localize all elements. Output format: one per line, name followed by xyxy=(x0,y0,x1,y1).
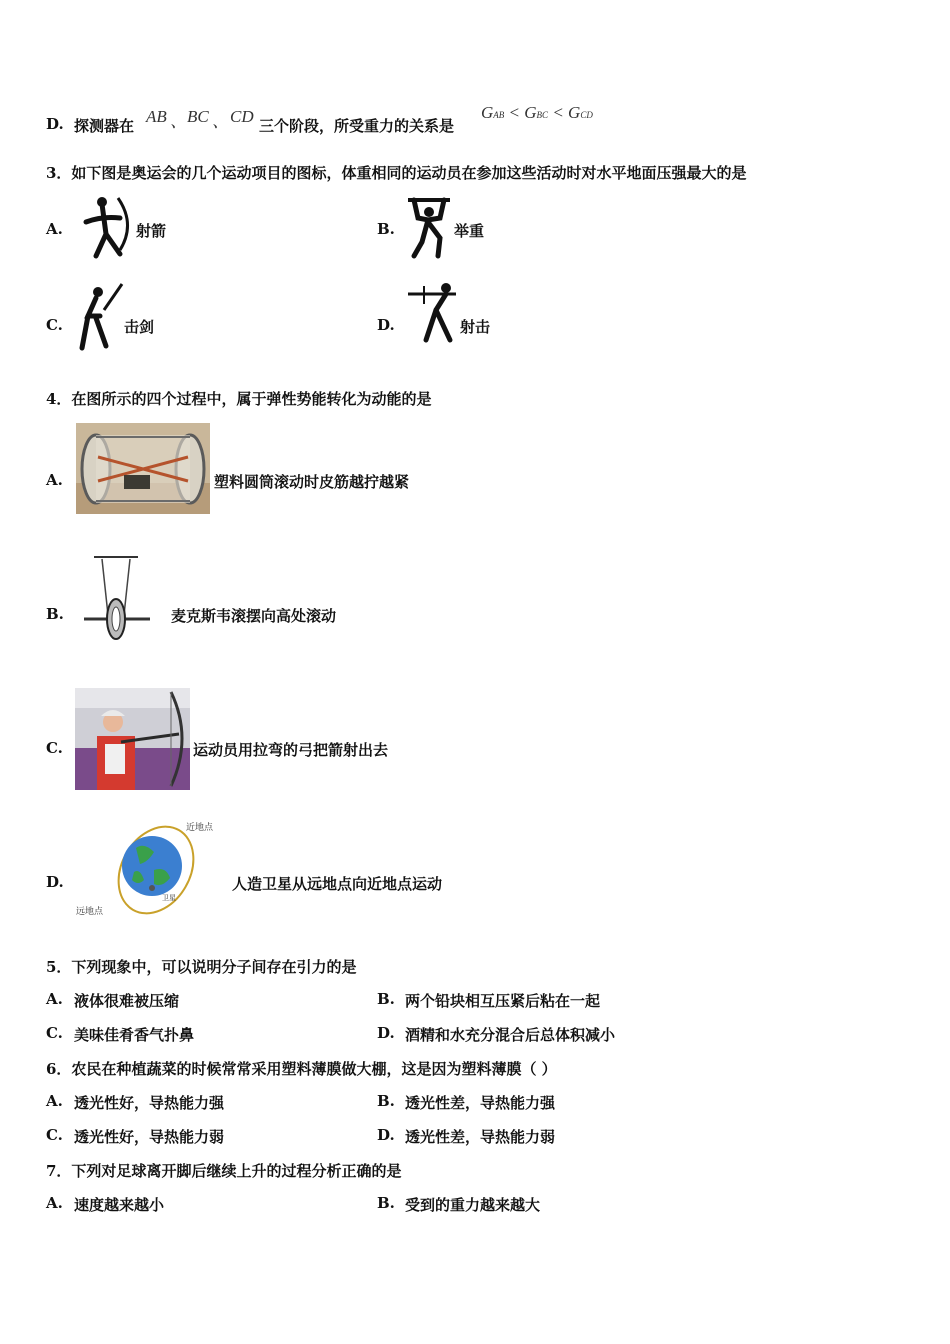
option-letter: D. xyxy=(46,115,64,133)
plastic-cylinder-photo xyxy=(76,423,210,514)
option-text: 液体很难被压缩 xyxy=(74,992,180,1010)
option-letter: D. xyxy=(377,1024,395,1042)
option-text: 透光性差，导热能力弱 xyxy=(405,1128,556,1146)
option-letter: C. xyxy=(46,1126,63,1144)
g-symbol: G xyxy=(568,103,581,122)
option-letter: A. xyxy=(46,471,63,489)
segment-cd: CD xyxy=(230,107,254,126)
g-symbol: G xyxy=(481,103,494,122)
option-letter: C. xyxy=(46,1024,63,1042)
fencing-pictogram xyxy=(78,280,126,352)
option-letter: D. xyxy=(46,873,64,891)
satellite-label: 卫星 xyxy=(162,894,176,902)
option-text: 美味佳肴香气扑鼻 xyxy=(74,1026,195,1044)
option-text: 酒精和水充分混合后总体积减小 xyxy=(405,1026,616,1044)
option-letter: D. xyxy=(377,1126,395,1144)
option-text-mid: 三个阶段，所受重力的关系是 xyxy=(259,117,455,135)
archer-photo xyxy=(75,688,190,790)
option-text: 击剑 xyxy=(124,318,155,336)
shooting-pictogram xyxy=(406,280,462,346)
option-text: 塑料圆筒滚动时皮筋越拧越紧 xyxy=(214,473,410,491)
option-text: 探测器在 xyxy=(74,117,135,135)
question-3-stem: 3．如下图是奥运会的几个运动项目的图标，体重相同的运动员在参加这些活动时对水平地面压强最大的是 xyxy=(46,164,747,182)
near-point-label: 近地点 xyxy=(186,823,214,833)
option-text: 射箭 xyxy=(136,222,167,240)
segment-bc: BC xyxy=(187,107,209,126)
option-text: 两个铅块相互压紧后粘在一起 xyxy=(405,992,601,1010)
option-text: 人造卫星从远地点向近地点运动 xyxy=(232,875,443,893)
option-letter: A. xyxy=(46,990,63,1008)
maxwell-wheel-diagram xyxy=(74,553,158,645)
option-letter: D. xyxy=(377,316,395,334)
question-4-stem: 4．在图所示的四个过程中，属于弹性势能转化为动能的是 xyxy=(46,390,432,408)
archery-pictogram xyxy=(80,194,136,262)
option-text: 透光性好，导热能力弱 xyxy=(74,1128,225,1146)
subscript: AB xyxy=(493,110,505,120)
option-letter: C. xyxy=(46,739,63,757)
subscript: BC xyxy=(536,110,549,120)
option-text: 举重 xyxy=(454,222,485,240)
less-than: < xyxy=(508,103,521,122)
less-than: < xyxy=(552,103,564,122)
option-letter: B. xyxy=(377,220,395,238)
subscript: CD xyxy=(580,110,593,120)
separator: 、 xyxy=(212,112,229,131)
far-point-label: 远地点 xyxy=(76,907,104,917)
option-text: 透光性好，导热能力强 xyxy=(74,1094,225,1112)
segment-ab: AB xyxy=(146,107,167,126)
option-letter: B. xyxy=(377,1194,395,1212)
option-text: 麦克斯韦滚摆向高处滚动 xyxy=(171,607,337,625)
option-letter: B. xyxy=(377,990,395,1008)
option-letter: B. xyxy=(377,1092,395,1110)
option-text: 运动员用拉弯的弓把箭射出去 xyxy=(193,741,389,759)
option-letter: C. xyxy=(46,316,63,334)
option-letter: B. xyxy=(46,605,64,623)
question-6-stem: 6．农民在种植蔬菜的时候常常采用塑料薄膜做大棚，这是因为塑料薄膜（ ） xyxy=(46,1060,557,1078)
separator: 、 xyxy=(170,112,187,131)
option-text: 速度越来越小 xyxy=(74,1196,165,1214)
option-text: 受到的重力越来越大 xyxy=(405,1196,541,1214)
option-letter: A. xyxy=(46,1092,63,1110)
option-text: 透光性差，导热能力强 xyxy=(405,1094,556,1112)
question-5-stem: 5．下列现象中，可以说明分子间存在引力的是 xyxy=(46,958,357,976)
g-symbol: G xyxy=(524,103,537,122)
option-text: 射击 xyxy=(460,318,491,336)
satellite-orbit-diagram xyxy=(74,818,226,922)
weightlifting-pictogram xyxy=(404,192,454,262)
option-letter: A. xyxy=(46,1194,63,1212)
option-letter: A. xyxy=(46,220,63,238)
gravity-inequality xyxy=(481,103,593,123)
question-7-stem: 7．下列对足球离开脚后继续上升的过程分析正确的是 xyxy=(46,1162,402,1180)
